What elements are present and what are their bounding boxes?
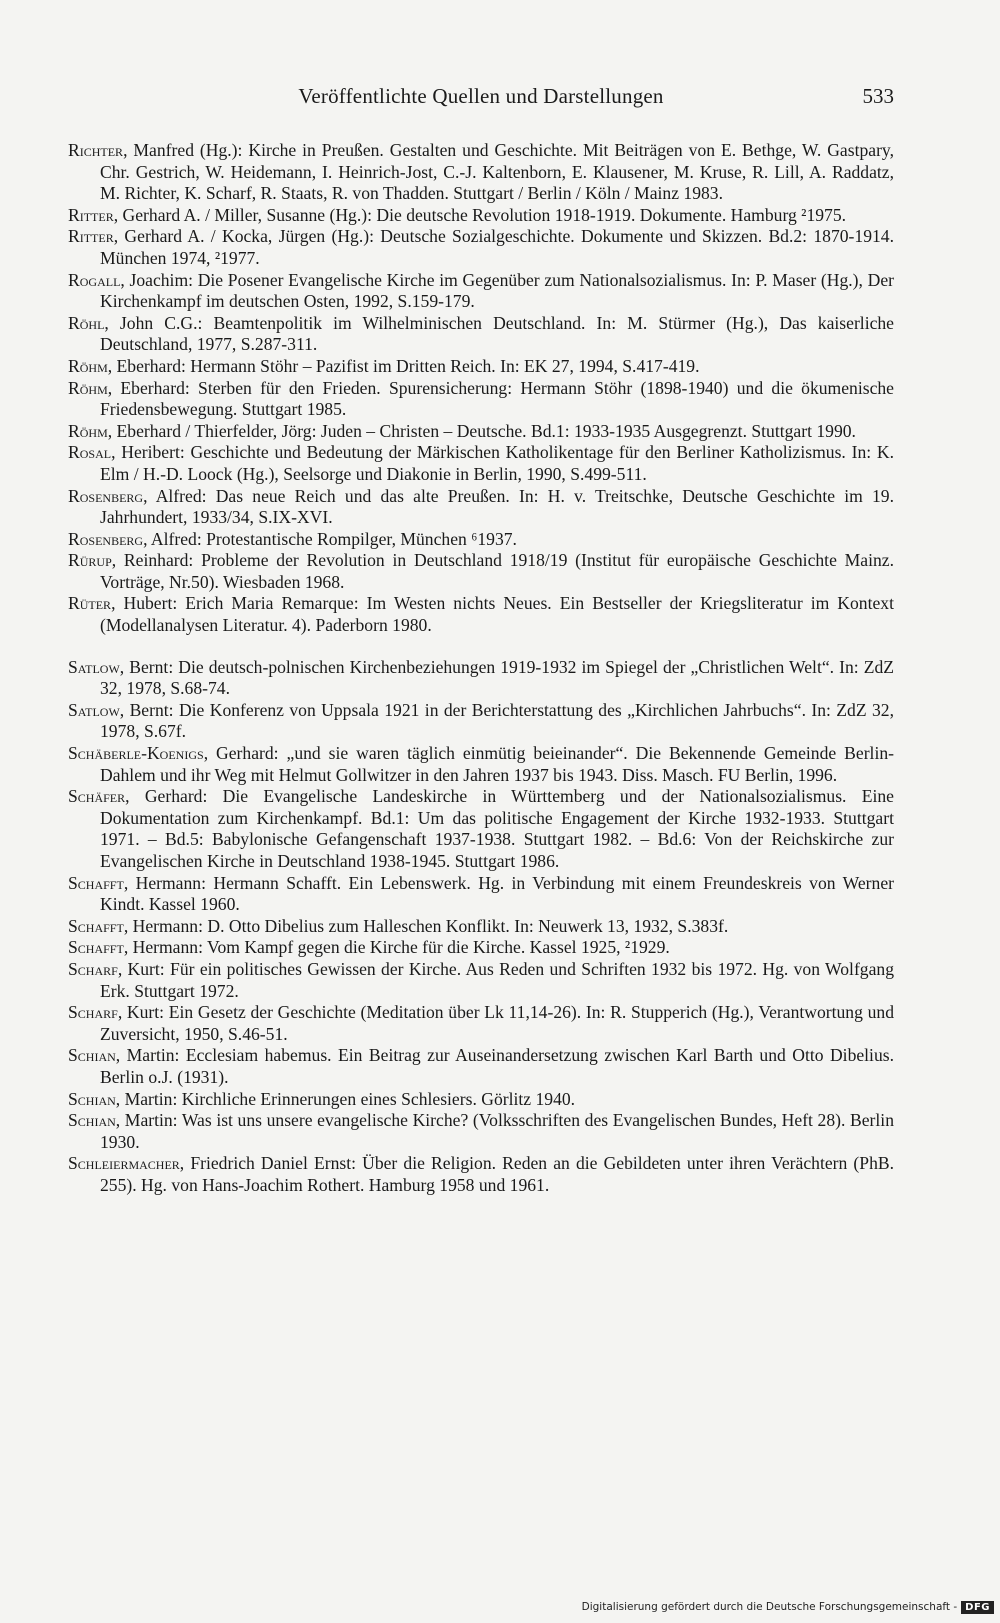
entry-author: Schleiermacher — [68, 1153, 180, 1174]
bibliography-list — [68, 140, 894, 1197]
entry-text: , Bernt: Die deutsch-polnischen Kirchenbeziehungen 1919-1932 im Spiegel der „Christlichen Welt“. In: ZdZ 32, 1978, S.68-74. — [100, 656, 894, 699]
bibliography-entry — [68, 1002, 894, 1045]
entry-text: , Eberhard: Hermann Stöhr – Pazifist im Dritten Reich. In: EK 27, 1994, S.417-419. — [107, 355, 700, 376]
entry-text: , Martin: Kirchliche Erinnerungen eines Schlesiers. Görlitz 1940. — [115, 1088, 576, 1109]
entry-author: Richter — [68, 140, 124, 160]
page-number: 533 — [862, 84, 894, 108]
entry-author: Ritter — [68, 204, 114, 225]
entry-text: , Heribert: Geschichte und Bedeutung der Märkischen Katholikentage für den Berliner Katholizismus. In: K. Elm / H.-D. Loock (Hg.), Seelsorge und Diakonie in Berlin, 1990, S.499-511. — [100, 442, 894, 484]
entry-author: Schian — [68, 1088, 116, 1109]
bibliography-entry — [68, 356, 894, 378]
bibliography-entry — [68, 916, 894, 938]
bibliography-entry — [68, 140, 894, 205]
bibliography-entry — [68, 529, 894, 551]
bibliography-entry — [68, 1089, 894, 1111]
entry-text: , Bernt: Die Konferenz von Uppsala 1921 in der Berichterstattung des „Kirchlichen Jahrbuchs“. In: ZdZ 32, 1978, S.67f. — [100, 699, 894, 742]
entry-text: , Gerhard A. / Kocka, Jürgen (Hg.): Deutsche Sozialgeschichte. Dokumente und Skizzen. Bd.2: 1870-1914. München 1974, ²1977. — [100, 226, 894, 268]
entry-author: Schafft — [68, 937, 124, 958]
running-header — [68, 84, 894, 112]
entry-author: Rogall — [68, 269, 121, 290]
page-title: Veröffentlichte Quellen und Darstellungen — [298, 84, 664, 108]
entry-text: , Eberhard: Sterben für den Frieden. Spurensicherung: Hermann Stöhr (1898-1940) und die ökumenische Friedensbewegung. Stuttgart 1985. — [100, 377, 894, 420]
entry-text: , Hermann: D. Otto Dibelius zum Halleschen Konflikt. In: Neuwerk 13, 1932, S.383f. — [123, 915, 729, 936]
entry-author: Scharf — [68, 1002, 118, 1023]
entry-text: , Joachim: Die Posener Evangelische Kirche im Gegenüber zum Nationalsozialismus. In: P. Maser (Hg.), Der Kirchenkampf im deutschen Osten, 1992, S.159-179. — [100, 269, 894, 312]
entry-author: Satlow — [68, 699, 120, 720]
entry-text: , Kurt: Ein Gesetz der Geschichte (Meditation über Lk 11,14-26). In: R. Stupperich (Hg.), Verantwortung und Zuversicht, 1950, S.46-51. — [100, 1002, 894, 1044]
entry-author: Rosal — [68, 442, 112, 463]
bibliography-entry — [68, 1153, 894, 1196]
entry-text: , Gerhard: „und sie waren täglich einmütig beieinander“. Die Bekennende Gemeinde Berlin-Dahlem und ihr Weg mit Helmut Gollwitzer in den Jahren 1937 bis 1943. Diss. Masch. FU Berlin, 1996. — [100, 743, 894, 785]
entry-author: Rürup — [68, 550, 112, 571]
dfg-logo: DFG — [961, 1601, 994, 1614]
bibliography-entry — [68, 1110, 894, 1153]
bibliography-entry — [68, 442, 894, 485]
bibliography-entry — [68, 937, 894, 959]
entry-author: Schäfer — [68, 786, 126, 807]
entry-text: , Alfred: Das neue Reich und das alte Preußen. In: H. v. Treitschke, Deutsche Geschichte im 19. Jahrhundert, 1933/34, S.IX-XVI. — [100, 485, 894, 528]
bibliography-entry — [68, 205, 894, 227]
entry-author: Scharf — [68, 958, 118, 979]
entry-author: Röhm — [68, 355, 108, 376]
entry-author: Rüter — [68, 593, 112, 614]
bibliography-entry — [68, 700, 894, 743]
entry-text: , Hermann: Hermann Schafft. Ein Lebenswerk. Hg. in Verbindung mit einem Freundeskreis von Werner Kindt. Kassel 1960. — [100, 872, 894, 915]
entry-author: Rosenberg — [68, 528, 144, 549]
bibliography-entry — [68, 378, 894, 421]
entry-text: , Reinhard: Probleme der Revolution in Deutschland 1918/19 (Institut für europäische Geschichte Mainz. Vorträge, Nr.50). Wiesbaden 1968. — [100, 550, 894, 592]
bibliography-entry — [68, 593, 894, 636]
entry-author: Schian — [68, 1045, 116, 1066]
entry-text: , Kurt: Für ein politisches Gewissen der Kirche. Aus Reden und Schriften 1932 bis 1972. Hg. von Wolfgang Erk. Stuttgart 1972. — [100, 958, 894, 1001]
bibliography-entry — [68, 550, 894, 593]
entry-text: , Gerhard: Die Evangelische Landeskirche in Württemberg und der Nationalsozialismus. Eine Dokumentation zum Kirchenkampf. Bd.1: Um das politische Engagement der Kirche 1932-1933. Stuttgart 1971. – Bd.5: Babylonische Gefangenschaft 1937-1938. Stuttgart 1982. – Bd.6: Von der Reichskirche zur Evangelischen Kirche in Deutschland 1938-1945. Stuttgart 1986. — [100, 786, 894, 871]
entry-text: , Gerhard A. / Miller, Susanne (Hg.): Die deutsche Revolution 1918-1919. Dokumente. Hamburg ²1975. — [113, 204, 847, 225]
entry-text: , Manfred (Hg.): Kirche in Preußen. Gestalten und Geschichte. Mit Beiträgen von E. Bethge, W. Gastpary, Chr. Gestrich, W. Heidemann, I. Heinrich-Jost, C.-J. Kaltenborn, E. Klausener, M. Kruse, R. Lill, A. Raddatz, M. Richter, K. Scharf, R. Staats, R. von Thadden. Stuttgart / Berlin / Köln / Mainz 1983. — [100, 140, 894, 204]
footer — [582, 1597, 994, 1617]
bibliography-entry — [68, 657, 894, 700]
entry-author: Röhl — [68, 312, 105, 333]
bibliography-entry — [68, 873, 894, 916]
entry-author: Schafft — [68, 872, 124, 893]
bibliography-entry — [68, 226, 894, 269]
bibliography-entry — [68, 270, 894, 313]
entry-author: Schäberle-Koenigs — [68, 743, 204, 764]
entry-text: , Hubert: Erich Maria Remarque: Im Westen nichts Neues. Ein Bestseller der Kriegsliteratur im Kontext (Modellanalysen Literatur. 4). Paderborn 1980. — [100, 593, 894, 636]
entry-author: Schafft — [68, 915, 124, 936]
entry-author: Röhm — [68, 377, 108, 398]
bibliography-entry — [68, 486, 894, 529]
bibliography-entry — [68, 421, 894, 443]
entry-author: Ritter — [68, 226, 114, 247]
bibliography-entry — [68, 743, 894, 786]
entry-text: , Alfred: Protestantische Rompilger, München ⁶1937. — [143, 528, 517, 549]
entry-text: , Martin: Was ist uns unsere evangelische Kirche? (Volksschriften des Evangelischen Bundes, Heft 28). Berlin 1930. — [100, 1110, 894, 1152]
entry-text: , Friedrich Daniel Ernst: Über die Religion. Reden an die Gebildeten unter ihren Verächtern (PhB. 255). Hg. von Hans-Joachim Rothert. Hamburg 1958 und 1961. — [100, 1153, 894, 1195]
footer-text: Digitalisierung gefördert durch die Deutsche Forschungsgemeinschaft - — [581, 1601, 958, 1613]
bibliography-entry — [68, 1045, 894, 1088]
entry-author: Schian — [68, 1110, 116, 1131]
bibliography-entry — [68, 313, 894, 356]
entry-text: , Martin: Ecclesiam habemus. Ein Beitrag zur Auseinandersetzung zwischen Karl Barth und Otto Dibelius. Berlin o.J. (1931). — [100, 1045, 894, 1087]
entry-text: , Eberhard / Thierfelder, Jörg: Juden – Christen – Deutsche. Bd.1: 1933-1935 Ausgegrenzt. Stuttgart 1990. — [107, 420, 856, 441]
bibliography-entry — [68, 786, 894, 872]
entry-author: Satlow — [68, 656, 120, 677]
entry-author: Röhm — [68, 420, 108, 441]
entry-text: , John C.G.: Beamtenpolitik im Wilhelminischen Deutschland. In: M. Stürmer (Hg.), Das kaiserliche Deutschland, 1977, S.287-311. — [100, 312, 894, 355]
bibliography-entry — [68, 959, 894, 1002]
entry-text: , Hermann: Vom Kampf gegen die Kirche für die Kirche. Kassel 1925, ²1929. — [123, 937, 670, 958]
entry-author: Rosenberg — [68, 485, 144, 506]
